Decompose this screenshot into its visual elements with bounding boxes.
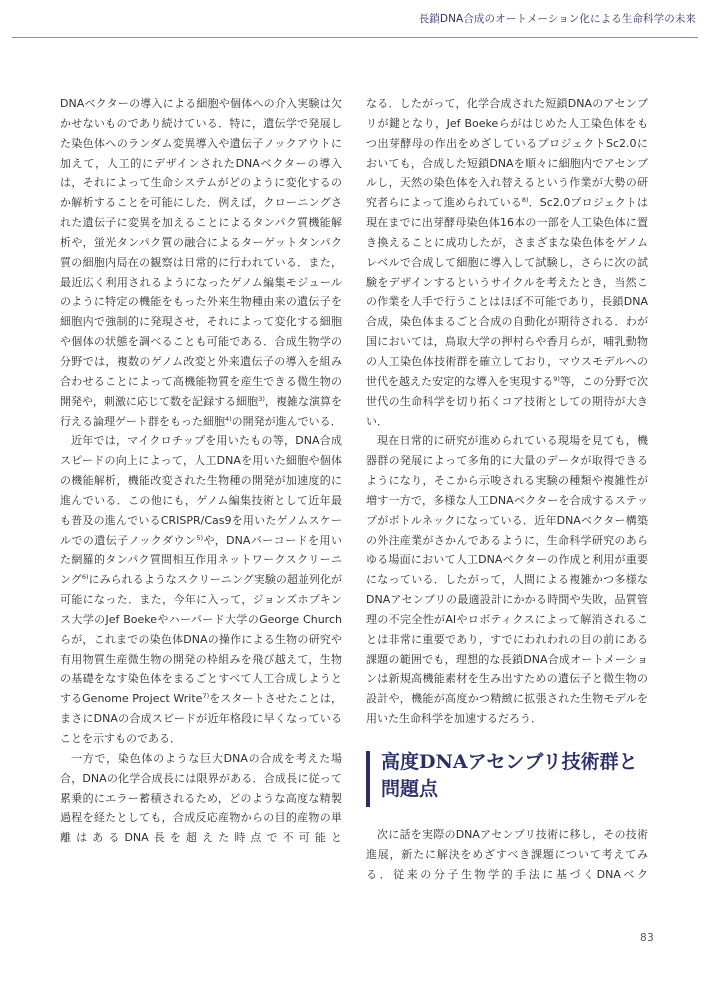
left-column <box>60 94 342 848</box>
running-header <box>0 0 708 38</box>
right-column <box>366 94 648 885</box>
citation-ref: 3) <box>258 394 265 403</box>
paragraph <box>366 431 648 729</box>
citation-ref: 5) <box>196 533 204 542</box>
paragraph <box>366 825 648 885</box>
citation-ref: 8) <box>521 196 529 205</box>
paragraph-text: なる．したがって，化学合成された短鎖DNAのアセンブリが鍵となり，Jef Boekeらがはじめた人工染色体をもつ出芽酵母の作出をめざしているプロジェクトSc2.0においても，合成した短鎖DNAを順々に細胞内でアセンブルし，天然の染色体を入れ替えるという作業が大勢の研究者らによって進められている <box>366 97 648 210</box>
paragraph-text: や，DNAバーコードを用いた網羅的タンパク質間相互作用ネットワークスクリーニング <box>60 533 342 587</box>
paragraph <box>366 94 648 431</box>
paragraph-text: ．Sc2.0プロジェクトは現在までに出芽酵母染色体16本の一部を人工染色体に置き換えることに成功したが，さまざまな染色体をゲノムレベルで合成して細胞に導入して試験し，さらに次の試験をデザインするというサイクルを考えたとき，当然この作業を人手で行うことはほぼ不可能であり，長鎖DNA合成，染色体まるごと合成の自動化が期待される．わが国においては，鳥取大学の押村らや香月らが，哺乳動物の人工染色体技術群を確立しており，マウスモデルへの世代を越えた安定的な導入を実現する <box>366 196 648 388</box>
citation-ref: 6) <box>81 573 89 582</box>
section-accent-bar <box>366 751 370 807</box>
running-title: 長鎖DNA合成のオートメーション化による生命科学の未来 <box>418 13 696 25</box>
header-rule <box>12 37 698 38</box>
paragraph-text: 近年では，マイクロチップを用いたもの等，DNA合成スピードの向上によって，人工DNAを用いた細胞や個体の機能解析，機能改変された生物種の開発が加速度的に進んでいる．この他にも，ゲノム編集技術として近年最も普及の進んでいるCRISPR/Cas9を用いたゲノムスケールでの遺伝子ノックダウン <box>60 434 342 547</box>
page-number: 83 <box>640 932 655 944</box>
paragraph-text: DNAベクターの導入による細胞や個体への介入実験は欠かせないものであり続けている．特に，遺伝学で発展した染色体へのランダム変異導入や遺伝子ノックアウトに加えて，人工的にデザインされたDNAベクターの導入は，それによって生命システムがどのように変化するのか解析することを可能にした．例えば，クローニングされた遺伝子に変異を加えることによるタンパク質機能解析や，蛍光タンパク質の融合によるターゲットタンパク質の細胞内局在の観察は日常的に行われている．また，最近広く利用されるようになったゲノム編集モジュールのように特定の機能をもった外来生物種由来の遺伝子を細胞内で強制的に発現させ，それによって変化する細胞や個体の状態を調べることも可能である．合成生物学の分野では，複数のゲノム改変と外来遺伝子の導入を組み合わせることによって高機能物質を産生できる微生物の開発や，刺激に応じて数を記録する細胞 <box>60 97 342 408</box>
paragraph-text: ，複雑な演算を行える論理ゲート群をもった細胞 <box>60 394 343 428</box>
paragraph-text: の開発が進んでいる． <box>231 414 342 428</box>
section-heading <box>366 749 648 809</box>
paragraph-text: 現在日常的に研究が進められている現場を見ても，機器群の発展によって多角的に大量のデータが取得できるようになり，そこから示唆される実験の種類や複雑性が増す一方で，多様な人工DNAベクターを合成するステップがボトルネックになっている．近年DNAベクター構築の外注産業がさかんであるように，生命科学研究のあらゆる場面において人工DNAベクターの作成と利用が重要になっている．したがって，人間による複雑かつ多様なDNAアセンブリの最適設計にかかる時間や失敗，品質管理の不完全性がAIやロボティクスによって解消されることは非常に重要であり，すでにわれわれの目の前にある課題の範囲でも，理想的な長鎖DNA合成オートメーションは新規高機能素材を生み出すための遺伝子と微生物の設計や，機能が高度かつ精緻に拡張された生物モデルを用いた生命科学を加速するだろう． <box>366 434 648 726</box>
paragraph-text: をスタートさせたことは，まさにDNAの合成スピードが近年格段に早くなっていることを示すものである． <box>60 692 343 745</box>
citation-ref: 4) <box>225 414 232 423</box>
citation-ref: 9) <box>553 374 560 383</box>
paragraph-text: 一方で，染色体のような巨大DNAの合成を考えた場合，DNAの化学合成長には限界がある．合成長に従って累乗的にエラー蓄積されるため，どのような高度な精製過程を経たとしても，合成反応産物からの目的産物の単離はあるDNA長を超えた時点で不可能と <box>60 751 342 845</box>
paragraph-text: にみられるようなスクリーニング実験の超並列化が可能になった．また，今年に入って，ジョンズホプキンス大学のJef Boekeやハーバード大学のGeorge Churchらが，これまでの染色体DNAの操作による生物の研究や有用物質生産微生物の開発の枠組みを飛び越えて，生物の基礎をなす染色体をまるごとすべて人工合成しようとするGenome Project Write <box>60 573 342 706</box>
section-title: 高度DNAアセンブリ技術群と 問題点 <box>381 751 638 800</box>
paragraph-text: 等，この分野で次世代の生命科学を切り拓くコア技術としての期待が大きい． <box>366 374 649 428</box>
paragraph <box>60 94 342 431</box>
paragraph <box>60 749 342 848</box>
citation-ref: 7) <box>202 692 210 701</box>
paragraph-text: 次に話を実際のDNAアセンブリ技術に移し，その技術進展，新たに解決をめざすべき課題について考えてみる．従来の分子生物学的手法に基づくDNAベク <box>366 828 648 881</box>
paragraph <box>60 431 342 749</box>
